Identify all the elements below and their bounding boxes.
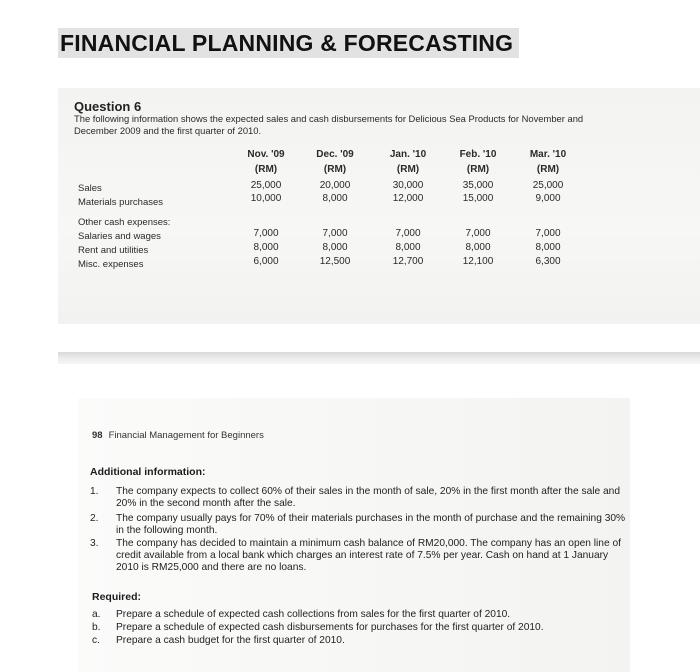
column-month (378, 149, 438, 161)
column-month (448, 149, 508, 161)
cell-misc: 6,300 (535, 256, 561, 267)
column-unit (236, 164, 296, 176)
additional-item (90, 513, 626, 537)
required-item (92, 622, 544, 633)
cell-salaries: 7,000 (465, 228, 491, 239)
required-letter: b. (92, 622, 101, 633)
cell-rent: 8,000 (465, 242, 491, 253)
question-heading: Question 6 (74, 99, 142, 114)
row-label-sales: Sales (78, 183, 102, 194)
row-label-materials: Materials purchases (78, 197, 164, 208)
book-title: Financial Management for Beginners (108, 430, 264, 441)
row-label-misc: Misc. expenses (78, 259, 144, 270)
cell-materials: 9,000 (535, 193, 561, 204)
column-unit (448, 164, 508, 176)
divider (58, 352, 700, 364)
cell-rent: 8,000 (322, 242, 348, 253)
cell-materials: 10,000 (250, 193, 282, 204)
item-text: The company usually pays for 70% of their materials purchases in the month of purchase and the remaining 30% in the following month. (116, 513, 626, 536)
required-heading: Required: (92, 591, 142, 603)
item-text: The company has decided to maintain a minimum cash balance of RM20,000. The company has an open line of credit available from a local bank which charges an interest rate of 7.5% per year. Cash on hand at 1 January 2010 is RM25,000 and there are no loans. (116, 538, 621, 573)
cell-salaries: 7,000 (395, 228, 421, 239)
cell-salaries: 7,000 (253, 228, 279, 239)
column-month (305, 149, 365, 161)
cell-salaries: 7,000 (535, 228, 561, 239)
item-number: 1. (90, 486, 99, 497)
cell-sales: 30,000 (392, 180, 424, 191)
question-intro: The following information shows the expected sales and cash disbursements for Delicious Sea Products for November and December 2009 and the first quarter of 2010. (74, 113, 584, 136)
additional-item (90, 538, 626, 574)
cell-sales: 35,000 (462, 180, 494, 191)
row-label-other: Other cash expenses: (78, 217, 171, 228)
column-month-text: Dec. '09 (316, 149, 354, 160)
cell-sales: 20,000 (319, 180, 351, 191)
column-month-text: Feb. '10 (459, 149, 497, 160)
required-text: Prepare a cash budget for the first quarter of 2010. (116, 635, 345, 646)
required-letter: c. (92, 635, 100, 646)
cell-misc: 12,100 (462, 256, 494, 267)
additional-item (90, 486, 626, 510)
cell-misc: 6,000 (253, 256, 279, 267)
additional-info-heading: Additional information: (90, 466, 206, 478)
page-reference (92, 430, 264, 441)
page-title: FINANCIAL PLANNING & FORECASTING (58, 28, 519, 58)
item-number: 3. (90, 538, 99, 549)
cell-rent: 8,000 (535, 242, 561, 253)
column-unit-text: (RM) (323, 164, 347, 175)
cell-sales: 25,000 (250, 180, 282, 191)
column-unit-text: (RM) (466, 164, 490, 175)
required-text: Prepare a schedule of expected cash collections from sales for the first quarter of 2010. (116, 609, 511, 620)
row-label-rent: Rent and utilities (78, 245, 149, 256)
column-unit (305, 164, 365, 176)
column-month (518, 149, 578, 161)
column-unit (378, 164, 438, 176)
cell-rent: 8,000 (253, 242, 279, 253)
cell-materials: 15,000 (462, 193, 494, 204)
cell-sales: 25,000 (532, 180, 564, 191)
cell-salaries: 7,000 (322, 228, 348, 239)
required-item (92, 609, 510, 620)
column-unit-text: (RM) (396, 164, 420, 175)
cell-misc: 12,700 (392, 256, 424, 267)
column-month (236, 149, 296, 161)
required-letter: a. (92, 609, 101, 620)
column-unit-text: (RM) (536, 164, 560, 175)
cell-materials: 8,000 (322, 193, 348, 204)
column-month-text: Jan. '10 (389, 149, 427, 160)
cell-rent: 8,000 (395, 242, 421, 253)
item-number: 2. (90, 513, 99, 524)
column-unit (518, 164, 578, 176)
required-item (92, 635, 345, 646)
row-label-salaries: Salaries and wages (78, 231, 161, 242)
required-text: Prepare a schedule of expected cash disbursements for purchases for the first quarter of 2010. (116, 622, 544, 633)
column-month-text: Mar. '10 (529, 149, 567, 160)
cell-materials: 12,000 (392, 193, 424, 204)
item-text: The company expects to collect 60% of their sales in the month of sale, 20% in the first month after the sale and 20% in the second month after the sale. (116, 486, 620, 509)
cell-misc: 12,500 (319, 256, 351, 267)
page-number: 98 (92, 430, 103, 441)
column-month-text: Nov. '09 (247, 149, 285, 160)
column-unit-text: (RM) (254, 164, 278, 175)
